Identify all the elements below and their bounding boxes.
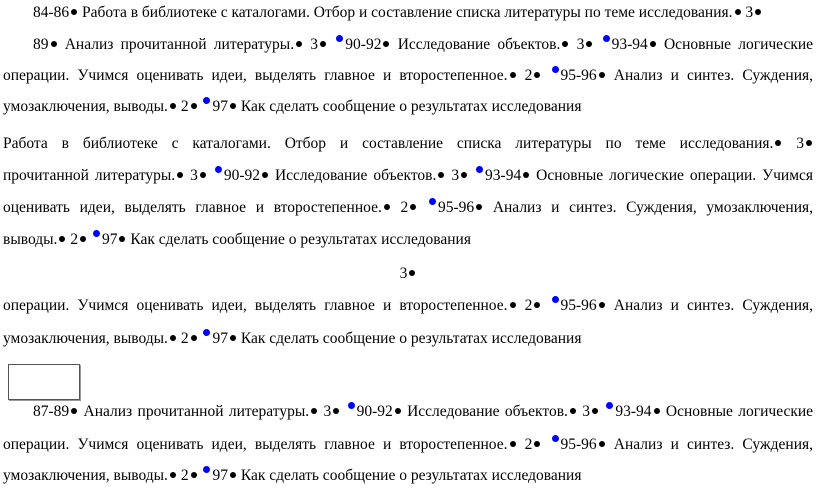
text-segment: Основные логические [656,36,813,53]
text-segment: 95-96 [560,436,597,453]
bullet-dot-icon [410,204,416,210]
blue-dot-icon [552,296,559,303]
text-segment: 97 [212,330,228,347]
text-segment: 3 [741,4,754,21]
bullet-dot-icon [230,103,236,109]
text-segment [198,98,202,115]
text-segment: 3 [184,167,198,184]
text-segment: Исследование объектов. [269,167,437,184]
text-segment: Как сделать сообщение о результатах исследования [126,231,471,248]
bullet-dot-icon [534,72,540,78]
text-segment: 93-94 [485,167,522,184]
text-segment: 97 [212,467,228,484]
bullet-dot-icon [570,408,576,414]
text-line-4 [3,97,813,117]
text-segment: оценивать идеи, выделять главное и второстепенное. [3,199,382,216]
bullet-dot-icon [735,9,741,15]
bullet-dot-icon [510,72,516,78]
empty-frame-box [8,364,80,400]
blue-dot-icon [348,402,355,409]
text-segment: Работа в библиотеке с каталогами. Отбор и составление списка литературы по теме исследования. [3,135,774,152]
text-line-2 [33,35,813,55]
text-segment [593,36,600,53]
text-segment [207,167,213,184]
text-segment: 3 [576,403,591,420]
text-segment: 2 [176,467,189,484]
text-line-3 [3,66,813,86]
text-segment: Основные логические [660,403,813,420]
blue-dot-icon [203,329,210,336]
text-segment: умозаключения, выводы. [3,98,168,115]
text-segment: операции. Учимся оценивать идеи, выделять главное и второстепенное. [3,436,508,453]
bullet-dot-icon [59,236,65,242]
text-segment: выводы. [3,231,58,248]
bullet-dot-icon [191,335,197,341]
bullet-dot-icon [510,302,516,308]
text-segment: 95-96 [437,199,475,216]
text-segment: 95-96 [560,297,597,314]
text-segment: 3 [445,167,460,184]
text-segment: Как сделать сообщение о результатах исследования [236,467,582,484]
bullet-dot-icon [384,204,390,210]
text-segment [87,231,91,248]
text-segment: умозаключения, выводы. [3,467,168,484]
bullet-dot-icon [461,172,467,178]
bullet-dot-icon [200,172,206,178]
blue-dot-icon [552,66,559,73]
text-line-8 [3,230,813,250]
text-segment: 97 [101,231,118,248]
text-segment: Анализ и синтез. Суждения, [605,67,813,84]
bullet-dot-icon [383,41,389,47]
blue-dot-icon [603,35,610,42]
bullet-dot-icon [80,236,86,242]
text-segment: 93-94 [611,36,648,53]
text-segment: 3 [569,36,585,53]
bullet-dot-icon [311,408,317,414]
bullet-dot-icon [170,472,176,478]
blue-dot-icon [93,230,100,237]
text-segment [541,436,549,453]
text-segment: операции. Учимся оценивать идеи, выделять главное и второстепенное. [3,297,508,314]
text-segment: 90-92 [356,403,393,420]
text-line-10 [3,329,813,349]
bullet-dot-icon [409,270,415,276]
bullet-dot-icon [395,408,401,414]
text-segment [417,199,427,216]
text-segment: 2 [516,67,533,84]
text-line-11 [33,402,813,422]
bullet-dot-icon [534,441,540,447]
text-segment: 97 [212,98,228,115]
text-line-5 [3,134,813,154]
text-segment: 3 [399,265,408,282]
text-segment: 2 [390,199,409,216]
text-line-9 [3,296,813,316]
bullet-dot-icon [170,335,176,341]
text-segment: Работа в библиотеке с каталогами. Отбор и составление списка литературы по теме исследования. [78,4,733,21]
page-number [3,264,813,284]
bullet-dot-icon [230,472,236,478]
text-segment: 2 [516,297,533,314]
bullet-dot-icon [755,9,761,15]
blue-dot-icon [336,35,343,42]
text-segment: Анализ прочитанной литературы. [78,403,310,420]
text-line-6 [3,166,813,186]
blue-dot-icon [215,166,222,173]
text-line-13 [3,466,813,486]
text-line-7 [3,198,813,218]
text-line-12 [3,435,813,455]
bullet-dot-icon [191,472,197,478]
text-segment: Анализ и синтез. Суждения, [605,436,813,453]
bullet-dot-icon [333,408,339,414]
bullet-dot-icon [523,172,529,178]
bullet-dot-icon [71,408,77,414]
text-segment: операции. Учимся оценивать идеи, выделять главное и второстепенное. [3,67,508,84]
text-segment: 90-92 [345,36,382,53]
text-segment: Анализ прочитанной литературы. [57,36,295,53]
text-segment: 3 [782,135,804,152]
text-segment: Как сделать сообщение о результатах исследования [236,330,582,347]
blue-dot-icon [606,402,613,409]
text-segment: 3 [318,403,332,420]
bullet-dot-icon [170,103,176,109]
text-segment [327,36,334,53]
blue-dot-icon [552,435,559,442]
text-segment: Анализ и синтез. Суждения, умозаключения, [483,199,813,216]
text-segment: 87-89 [33,403,70,420]
bullet-dot-icon [592,408,598,414]
text-segment: 95-96 [560,67,597,84]
text-segment: 93-94 [615,403,652,420]
text-segment: умозаключения, выводы. [3,330,168,347]
blue-dot-icon [203,466,210,473]
text-segment: 2 [66,231,79,248]
bullet-dot-icon [654,408,660,414]
bullet-dot-icon [262,172,268,178]
bullet-dot-icon [119,236,125,242]
text-segment [541,67,549,84]
text-segment [198,330,202,347]
text-segment [468,167,474,184]
text-segment: 2 [176,98,189,115]
bullet-dot-icon [599,72,605,78]
text-segment: 84-86 [33,4,70,21]
text-segment: 89 [33,36,49,53]
bullet-dot-icon [51,41,57,47]
text-line-1 [33,3,813,23]
text-segment [198,467,202,484]
text-segment: Основные логические операции. Учимся [530,167,813,184]
text-segment: Анализ и синтез. Суждения, [605,297,813,314]
bullet-dot-icon [438,172,444,178]
bullet-dot-icon [775,140,781,146]
text-segment [541,297,549,314]
bullet-dot-icon [599,302,605,308]
text-segment: прочитанной литературы. [3,167,176,184]
bullet-dot-icon [320,41,326,47]
bullet-dot-icon [650,41,656,47]
bullet-dot-icon [230,335,236,341]
bullet-dot-icon [534,302,540,308]
bullet-dot-icon [476,204,482,210]
bullet-dot-icon [191,103,197,109]
bullet-dot-icon [296,41,302,47]
text-segment: Исследование объектов. [390,36,561,53]
bullet-dot-icon [586,41,592,47]
bullet-dot-icon [599,441,605,447]
bullet-dot-icon [510,441,516,447]
bullet-dot-icon [806,140,812,146]
text-segment: 3 [303,36,319,53]
blue-dot-icon [203,97,210,104]
text-segment: 2 [516,436,533,453]
text-segment [340,403,345,420]
blue-dot-icon [476,166,483,173]
text-segment [599,403,604,420]
text-segment: 2 [176,330,189,347]
bullet-dot-icon [71,9,77,15]
text-segment: 90-92 [223,167,261,184]
bullet-dot-icon [562,41,568,47]
text-segment: Как сделать сообщение о результатах исследования [236,98,582,115]
bullet-dot-icon [177,172,183,178]
text-segment: Исследование объектов. [401,403,568,420]
blue-dot-icon [429,198,436,205]
